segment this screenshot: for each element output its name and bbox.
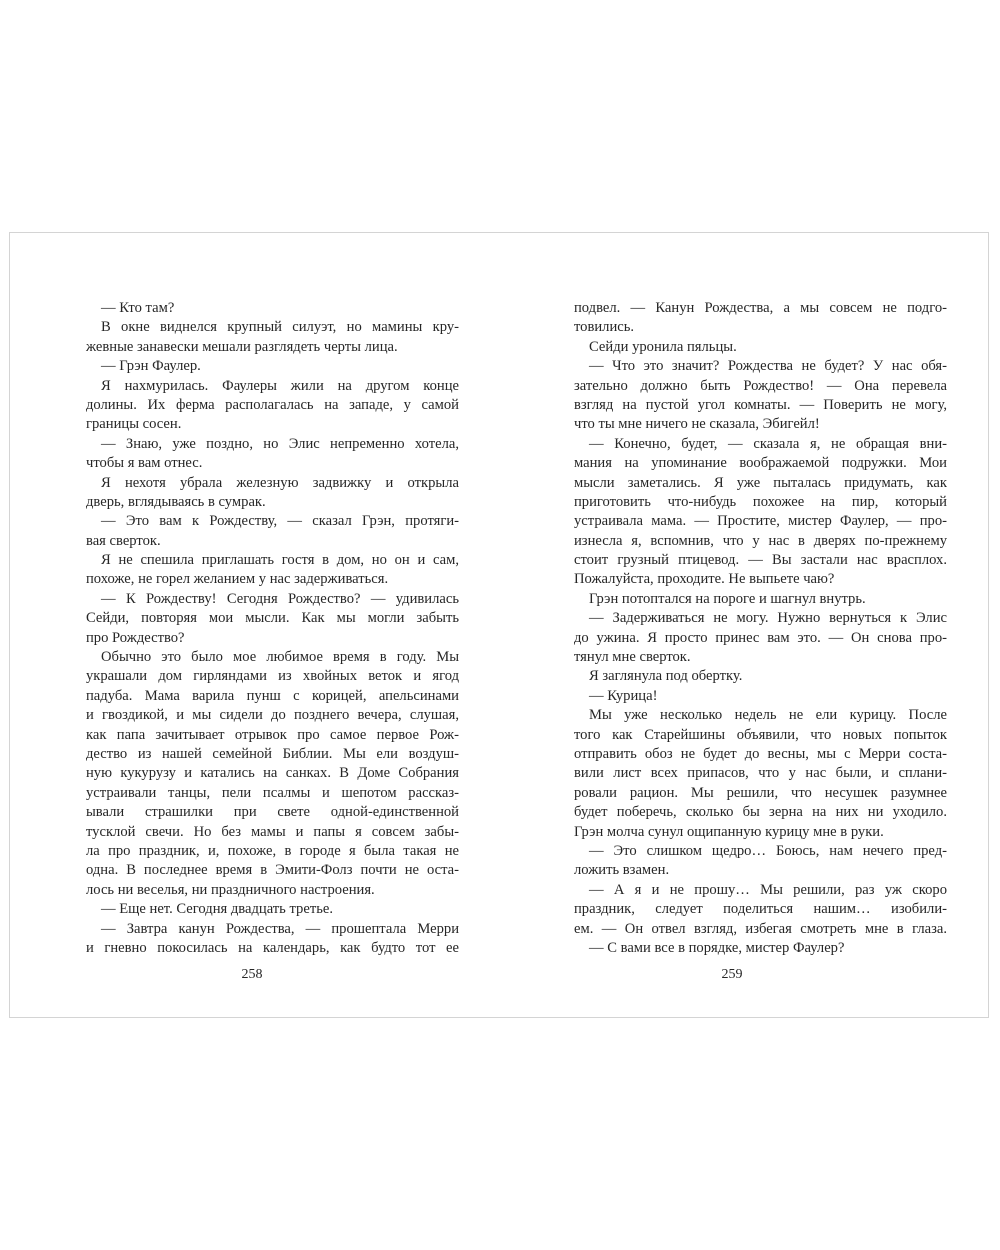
text-line: приготовить что-нибудь похожее на пир, который [574, 493, 947, 510]
left-page-text [86, 299, 459, 958]
text-line: украшали дом гирляндами из хвойных веток и ягод [86, 668, 459, 685]
text-line: — А я и не прошу… Мы решили, раз уж скоро [589, 881, 947, 898]
text-line: вили лист всех припасов, что у нас были, и сплани- [574, 765, 947, 782]
text-line: про Рождество? [86, 629, 185, 646]
text-line: чтобы я вам отнес. [86, 455, 203, 472]
right-page [500, 233, 990, 1017]
text-line: Я нехотя убрала железную задвижку и открыла [101, 474, 459, 491]
right-page-number: 259 [721, 967, 743, 982]
text-line: В окне виднелся крупный силуэт, но мамины кру- [101, 319, 459, 336]
text-line: Сейди, повторяя мои мысли. Как мы могли забыть [86, 610, 459, 627]
text-line: одна. В последнее время в Эмити-Фолз почти не оста- [86, 862, 459, 879]
text-line: ровали рацион. Мы решили, что несушек разумнее [574, 784, 947, 801]
text-line: Обычно это было мое любимое время в году. Мы [101, 649, 459, 666]
book-spread [9, 232, 989, 1018]
text-line: падуба. Мама варила пунш с корицей, апельсинами [86, 687, 459, 704]
text-line: до ужина. Я просто принес вам это. — Он снова про- [574, 629, 947, 646]
left-page [10, 233, 500, 1017]
text-line: что ты мне ничего не сказала, Эбигейл! [574, 416, 820, 433]
text-line: дество из нашей семейной Библии. Мы ели воздуш- [86, 745, 459, 762]
text-line: — Конечно, будет, — сказала я, не обращая вни- [589, 435, 947, 452]
text-line: Я не спешила приглашать гостя в дом, но он и сам, [101, 552, 459, 569]
text-line: тусклой свечи. Но без мамы и папы я совсем забы- [86, 823, 459, 840]
text-line: ложить взамен. [574, 862, 670, 879]
text-line: — Кто там? [101, 300, 175, 316]
text-line: того как Старейшины объявили, что новых попыток [574, 726, 947, 743]
text-line: ную кукурузу и катались на санках. В Доме Собрания [86, 765, 459, 782]
left-page-number: 258 [241, 967, 263, 982]
text-line: мания на упоминание воображаемой подружки. Мои [574, 455, 947, 472]
text-line: ывали страшилки при свете одной-единственной [86, 804, 459, 821]
text-line: товились. [574, 319, 635, 336]
text-line: — Знаю, уже поздно, но Элис непременно хотела, [101, 435, 459, 452]
text-line: границы сосен. [86, 416, 182, 433]
text-line: — С вами все в порядке, мистер Фаулер? [589, 939, 845, 956]
text-line: Сейди уронила пяльцы. [589, 338, 737, 355]
text-line: устраивала мама. — Простите, мистер Фаулер, — про- [574, 513, 947, 530]
text-line: — Завтра канун Рождества, — прошептала Мерри [101, 920, 459, 937]
text-line: ем. — Он отвел взгляд, избегая смотреть мне в глаза. [574, 920, 947, 937]
text-line: стоит грузный птицевод. — Вы застали нас врасплох. [574, 552, 947, 569]
text-line: лось ни веселья, ни праздничного настроения. [86, 881, 375, 898]
right-page-text [574, 299, 947, 958]
text-line: жевные занавески мешали разглядеть черты лица. [86, 338, 398, 355]
text-line: — Это слишком щедро… Боюсь, нам нечего пред- [589, 842, 947, 859]
text-line: взгляд на пустой угол комнаты. — Поверить не могу, [574, 396, 947, 413]
text-line: Я заглянула под обертку. [589, 668, 743, 685]
text-line: — Что это значит? Рождества не будет? У нас обя- [589, 358, 947, 375]
text-line: Грэн молча сунул ощипанную курицу мне в руки. [574, 823, 884, 840]
text-line: будет поберечь, сколько бы зерна на них ни уходило. [574, 804, 947, 821]
text-line: — Еще нет. Сегодня двадцать третье. [101, 901, 333, 918]
text-line: Я нахмурилась. Фаулеры жили на другом конце [101, 377, 459, 394]
text-line: тянул мне сверток. [574, 649, 691, 666]
text-line: и гневно покосилась на календарь, как будто тот ее [86, 939, 459, 956]
text-line: дверь, вглядываясь в сумрак. [86, 493, 266, 510]
text-line: мысли заметались. Я уже пыталась придумать, как [574, 474, 947, 491]
text-line: похоже, не горел желанием у нас задерживаться. [86, 571, 389, 588]
text-line: Пожалуйста, проходите. Не выпьете чаю? [574, 571, 835, 588]
text-line: как папа зачитывает отрывок про самое первое Рож- [86, 726, 459, 743]
text-line: — Курица! [589, 687, 658, 704]
text-line: ла про праздник, и, похоже, в городе я была такая не [86, 842, 459, 859]
text-line: праздник, следует поделиться нашим… изобили- [574, 901, 947, 918]
text-line: — К Рождеству! Сегодня Рождество? — удивилась [101, 590, 459, 607]
text-line: Мы уже несколько недель не ели курицу. После [589, 707, 947, 724]
text-line: зательно должно быть Рождество! — Она перевела [574, 377, 947, 394]
text-line: — Грэн Фаулер. [101, 358, 201, 375]
text-line: подвел. — Канун Рождества, а мы совсем не подго- [574, 300, 947, 316]
text-line: долины. Их ферма располагалась на западе, у самой [86, 396, 459, 413]
text-line: отправить обоз не будет до весны, мы с Мерри соста- [574, 745, 947, 762]
text-line: изнесла я, вспомнив, что у нас в дверях по-прежнему [574, 532, 947, 549]
text-line: вая сверток. [86, 532, 161, 549]
text-line: — Это вам к Рождеству, — сказал Грэн, протяги- [101, 513, 459, 530]
text-line: и гвоздикой, и мы сидели до позднего вечера, слушая, [86, 707, 459, 724]
text-line: Грэн потоптался на пороге и шагнул внутрь. [589, 590, 866, 607]
text-line: устраивали танцы, пели псалмы и шепотом рассказ- [86, 784, 459, 801]
text-line: — Задерживаться не могу. Нужно вернуться к Элис [589, 610, 947, 627]
